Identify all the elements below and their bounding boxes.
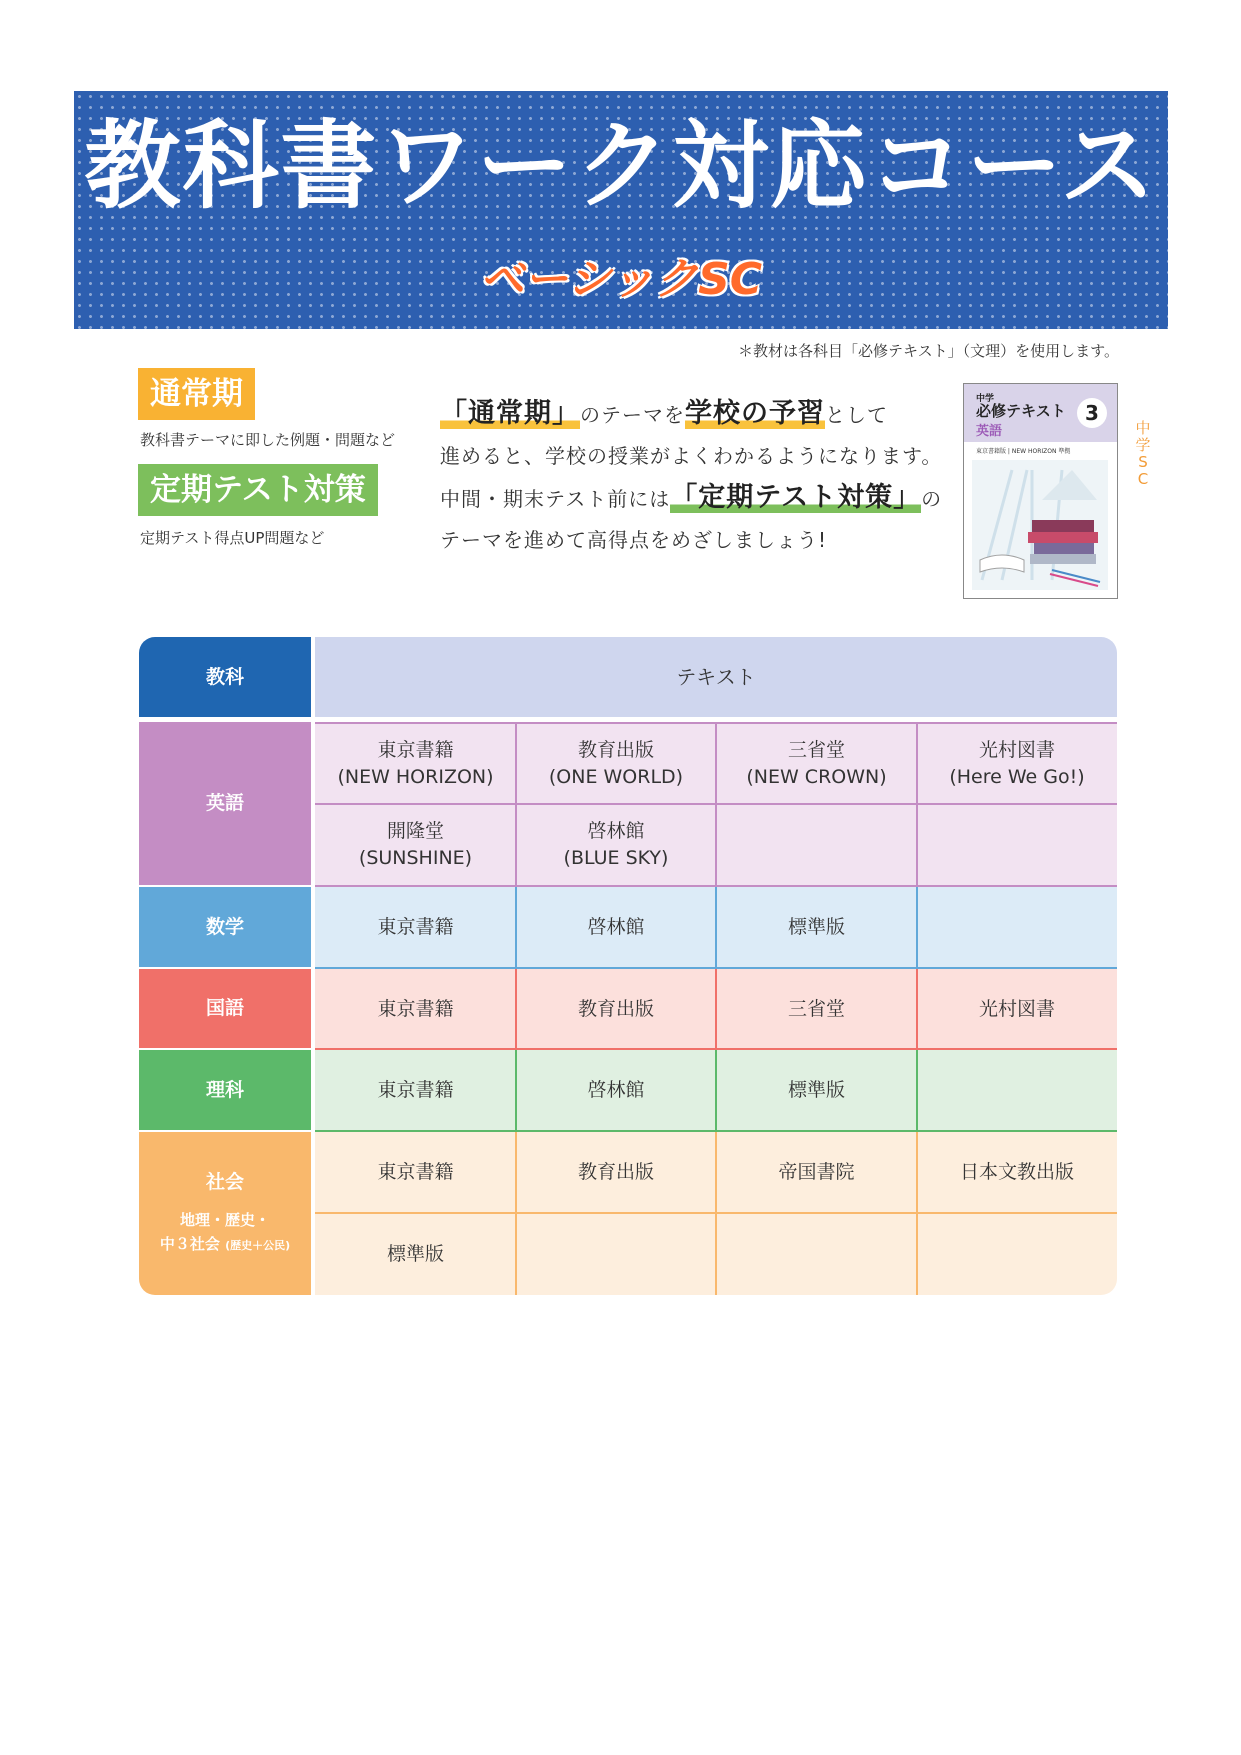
test-prep-label: 定期テスト対策 — [138, 464, 378, 516]
highlight-test-prep: 「定期テスト対策」 — [670, 482, 922, 513]
table-cell: 光村図書 — [978, 997, 1055, 1020]
spine-label: 中学SC — [1135, 419, 1151, 488]
subject-math: 数学 — [205, 915, 244, 938]
highlight-preview: 学校の予習 — [685, 398, 825, 429]
regular-term-desc: 教科書テーマに即した例題・問題など — [140, 431, 396, 449]
header-text: テキスト — [676, 664, 756, 689]
book-subject: 英語 — [976, 424, 1003, 439]
social-sub-line2-small: (歴史＋公民) — [225, 1239, 291, 1252]
book-cover-header — [964, 384, 1117, 442]
intro-line-1 — [440, 393, 960, 436]
intro-line-3 — [440, 477, 960, 520]
table-cell: 東京書籍 — [377, 997, 454, 1020]
intro-text-span: として — [825, 403, 888, 427]
table-cell: 日本文教出版 — [959, 1161, 1074, 1183]
regular-term-label: 通常期 — [138, 368, 255, 420]
subject-japanese: 国語 — [205, 997, 244, 1019]
intro-line-2: 進めると、学校の授業がよくわかるようになります。 — [440, 444, 943, 468]
header-subject: 教科 — [205, 665, 244, 688]
table-cell: 啓林館 — [587, 916, 645, 938]
textbook-cover — [963, 383, 1118, 599]
table-cell: 教育出版 — [577, 997, 654, 1020]
book-title: 必修テキスト — [976, 402, 1066, 420]
social-sub-line2-main: 中３社会 — [159, 1235, 220, 1253]
table-cell: 標準版 — [787, 1079, 845, 1101]
intro-text — [440, 393, 960, 561]
table-cell: 三省堂 — [787, 997, 845, 1020]
table-cell: 三省堂 (NEW CROWN) — [746, 738, 887, 788]
table-cell: 東京書籍 — [377, 1079, 454, 1101]
textbook-table — [139, 637, 1117, 1295]
social-name: 社会 — [205, 1171, 244, 1193]
book-publisher: 東京書籍版 | NEW HORIZON 準拠 — [976, 448, 1071, 455]
subject-science: 理科 — [205, 1078, 244, 1101]
title-banner — [74, 91, 1168, 329]
subject-english: 英語 — [205, 792, 244, 814]
book-number-badge: 3 — [1077, 398, 1107, 428]
banner-title: 教科書ワーク対応コース — [84, 110, 1158, 222]
highlight-regular: 「通常期」 — [440, 398, 580, 429]
table-cell: 標準版 — [787, 916, 845, 938]
table-cell: 教育出版 (ONE WORLD) — [548, 738, 684, 788]
intro-text-span: の — [921, 487, 943, 511]
table-cell: 東京書籍 — [377, 916, 454, 938]
table-cell: 東京書籍 (NEW HORIZON) — [337, 738, 494, 788]
social-sub-line2 — [160, 1232, 290, 1258]
social-sub-line1: 地理・歴史・ — [179, 1211, 270, 1229]
table-cell: 光村図書 (Here We Go!) — [949, 738, 1085, 788]
subject-social — [139, 1132, 311, 1295]
table-cell: 啓林館 — [587, 1079, 645, 1101]
table-cell: 東京書籍 — [377, 1161, 454, 1183]
intro-text-span: 中間・期末テスト前には — [440, 487, 671, 511]
intro-line-4: テーマを進めて高得点をめざしましょう! — [440, 528, 828, 552]
social-subtitle — [160, 1208, 290, 1258]
test-prep-desc: 定期テスト得点UP問題など — [140, 529, 325, 547]
materials-note: ＊教材は各科目「必修テキスト」（文理）を使用します。 — [737, 342, 1119, 360]
basic-sc-logo: ベーシックSC — [479, 254, 763, 305]
table-cell: 開隆堂 (SUNSHINE) — [358, 820, 473, 869]
table-cell: 啓林館 (BLUE SKY) — [563, 820, 669, 869]
table-cell: 帝国書院 — [778, 1161, 855, 1183]
intro-text-span: のテーマを — [580, 403, 685, 427]
table-cell: 標準版 — [386, 1242, 444, 1265]
books-illustration-icon — [972, 460, 1108, 590]
book-grade-label: 中学 — [976, 394, 995, 404]
table-cell: 教育出版 — [577, 1161, 654, 1183]
